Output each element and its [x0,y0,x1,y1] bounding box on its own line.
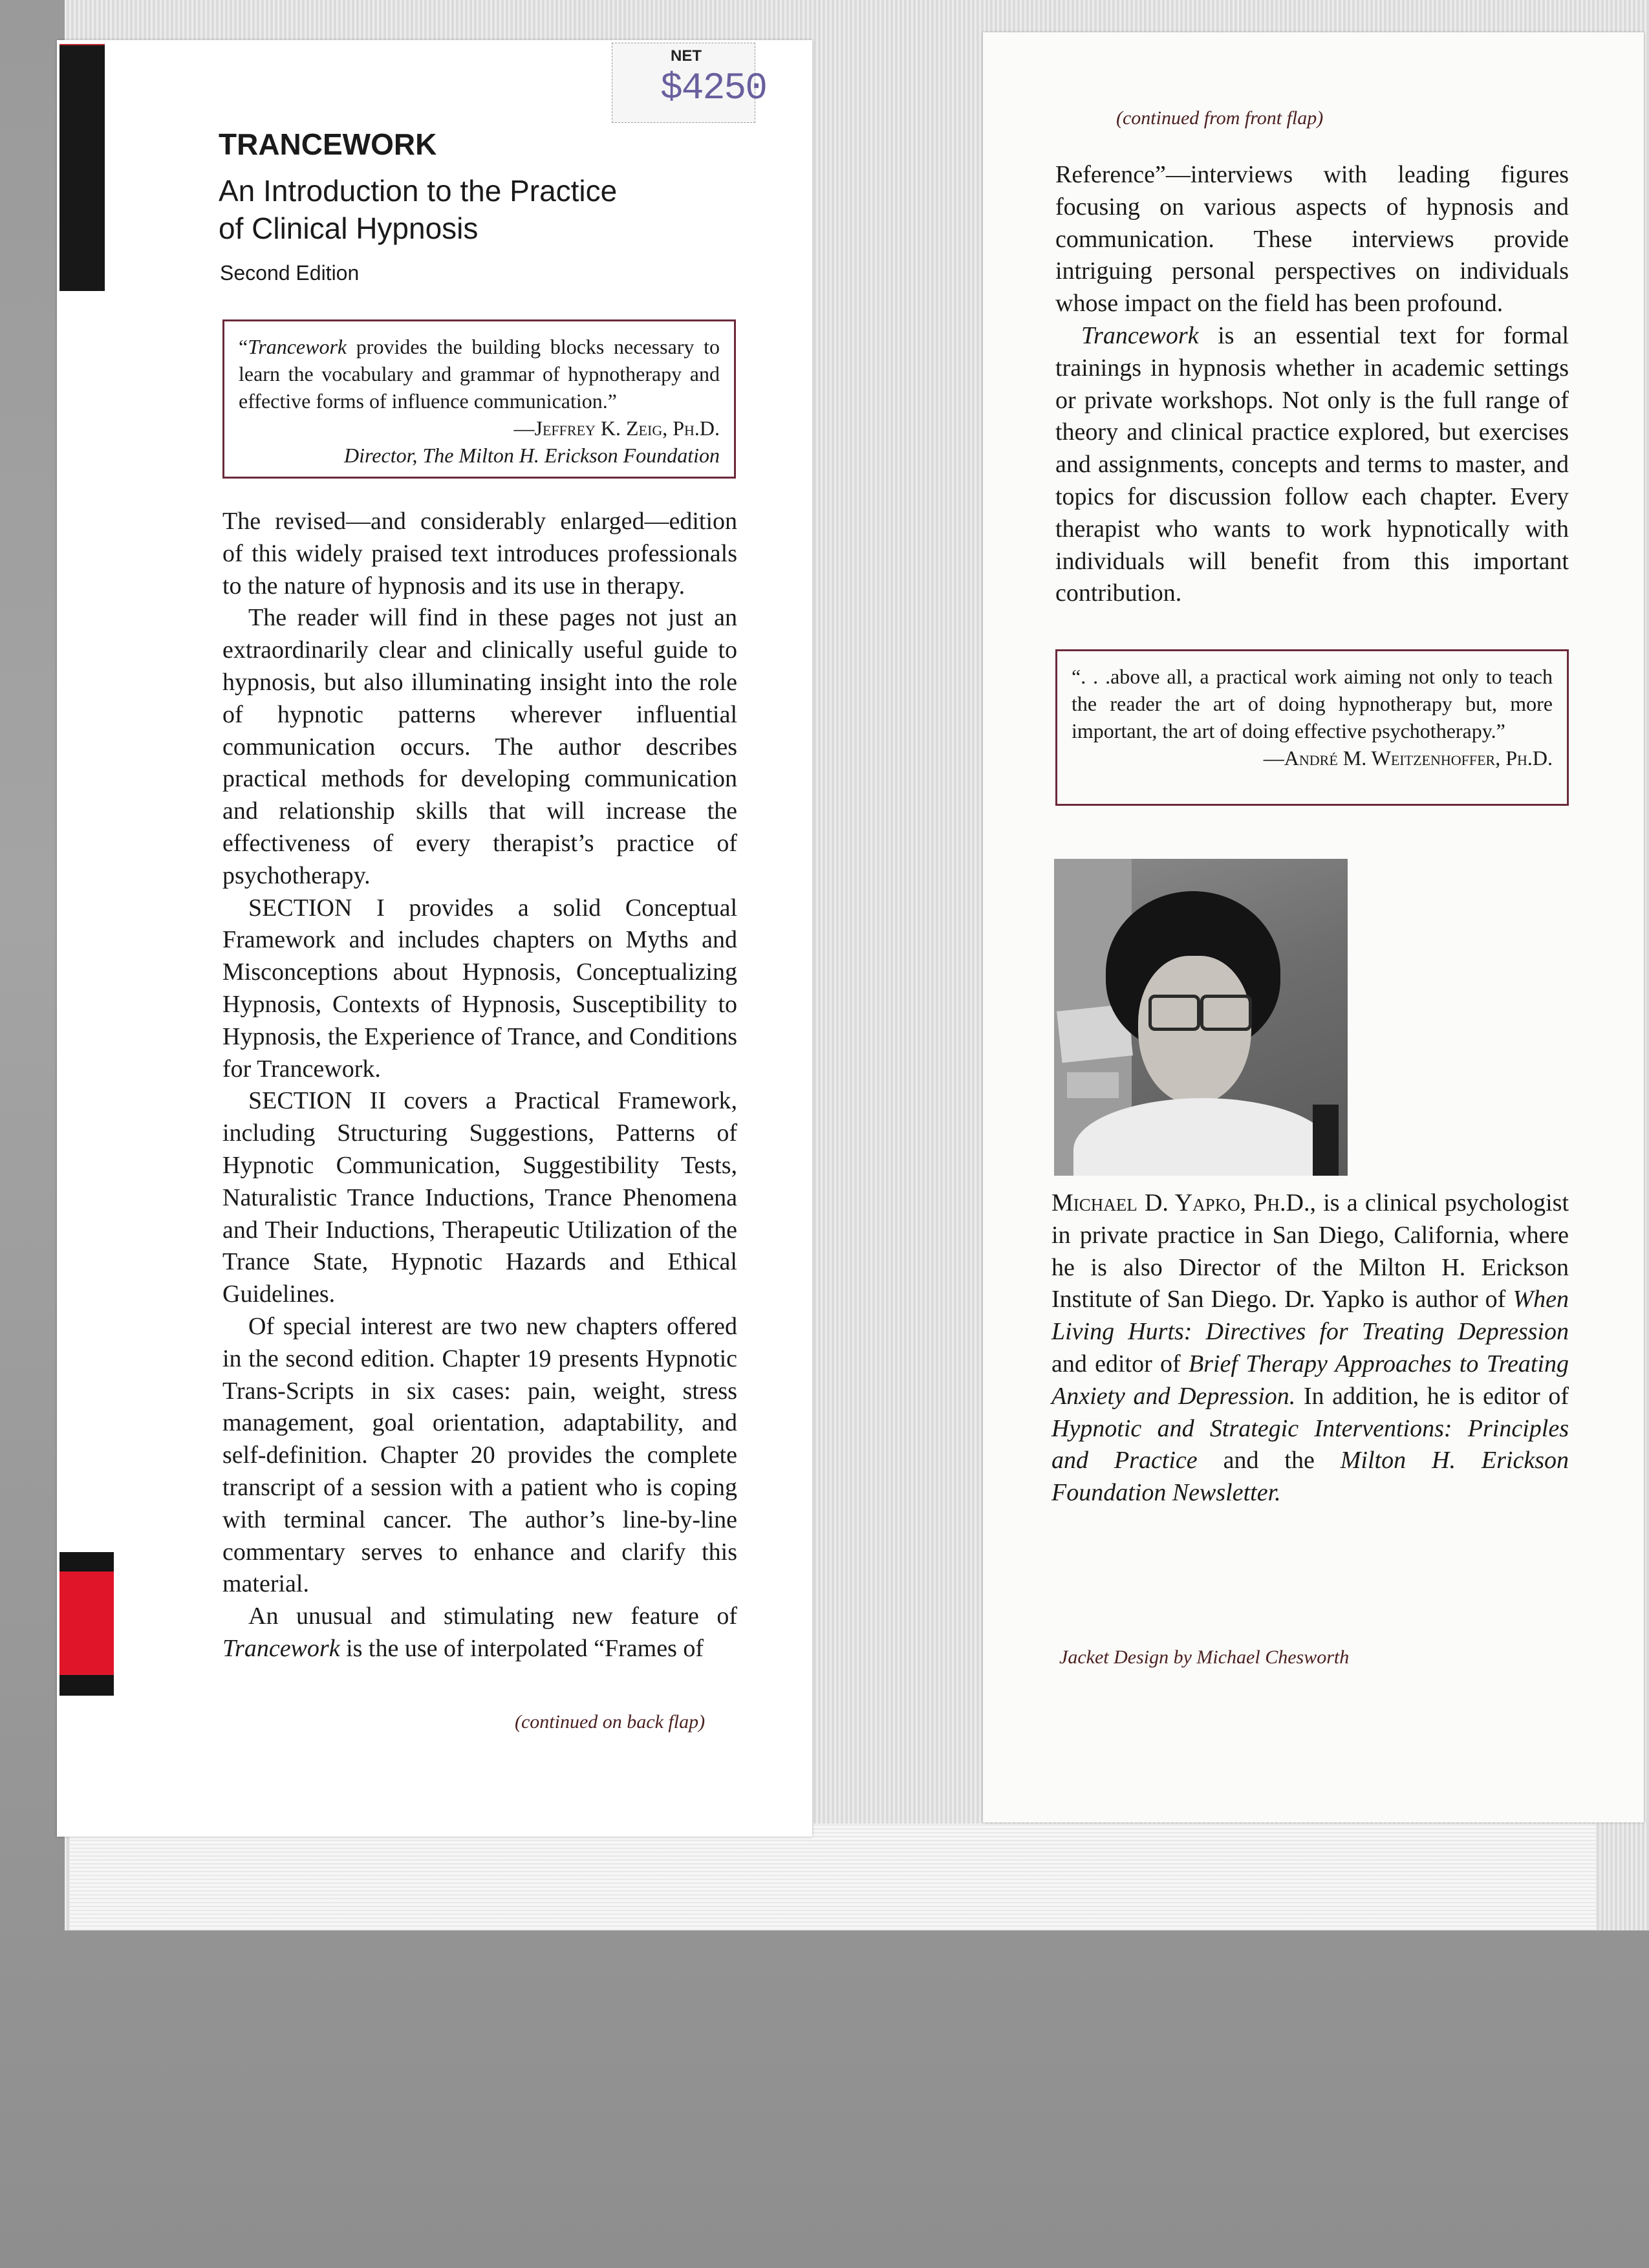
front-paragraph: SECTION I provides a solid Conceptual Framework and includes chapters on Myths and Misconceptions about Hypnosis, Conceptualizing Hypnosis, Contexts of Hypnosis, Susceptibility to Hypnosis, the Experience of Trance, and Conditions for Trancework. [222,894,737,1083]
author-name: Michael D. Yapko, Ph.D. [1051,1189,1310,1216]
back-quote-box [1055,649,1569,806]
edition-label: Second Edition [220,261,360,285]
front-quote-role: Director, The Milton H. Erickson Foundation [344,444,720,467]
subtitle-line-2: of Clinical Hypnosis [219,211,479,245]
book-title: TRANCEWORK [219,127,437,161]
front-quote-text: “Trancework provides the building blocks necessary to learn the vocabulary and grammar of hypnotherapy and effective forms of influence communication.” [239,335,720,413]
back-paragraph: Trancework is an essential text for formal trainings in hypnosis whether in academic settings or private workshops. Not only is the full range of theory and clinical practice explored, but exercises and assignments, concepts and terms to master, and topics for discussion follow each chapter. Every therapist who wants to work hypnotically with individuals will benefit from this important contribution. [1055,321,1569,607]
price-value: $4250 [660,68,767,110]
front-quote-book: Trancework [248,335,347,358]
back-paragraph: Reference”—interviews with leading figures focusing on various aspects of hypnosis and communication. These interviews provide intriguing personal perspectives on individuals whose impact on the field has been profound. [1055,161,1569,318]
back-quote-author: —André M. Weitzenhoffer, Ph.D. [1263,746,1553,770]
front-paragraph-last: An unusual and stimulating new feature of Trancework is the use of interpolated “Frames of [222,1603,737,1662]
jacket-fold-strip [70,1824,1596,1930]
price-label: NET [671,47,702,65]
front-paragraph: SECTION II covers a Practical Framework, including Structuring Suggestions, Patterns of Hypnotic Communication, Suggestibility Tests, Naturalistic Trance Inductions, Trance Phenomena and Their Inductions, Therapeutic Utilization of the Trance State, Hypnotic Hazards and Ethical Guidelines. [222,1087,737,1308]
continued-on-back-note: (continued on back flap) [515,1711,706,1733]
price-sticker [612,43,767,123]
author-photo [1054,859,1348,1176]
author-bio: Michael D. Yapko, Ph.D., is a clinical psychologist in private practice in San Diego, California, where he is also Director of the Milton H. Erickson Institute of San Diego. Dr. Yapko is author of When Living Hurts: Directives for Treating Depression and editor of Brief Therapy Approaches to Treating Anxiety and Depression. In addition, he is editor of Hypnotic and Strategic Interventions: Principles and Practice and the Milton H. Erickson Foundation Newsletter. [1051,1189,1569,1507]
front-quote-box [222,319,736,479]
spine-black-band [59,45,105,291]
spine-red-band [59,1571,114,1675]
front-flap-body [222,506,737,1665]
back-flap-body [1055,159,1569,610]
book-subtitle [219,172,736,247]
jacket-design-credit: Jacket Design by Michael Chesworth [1059,1647,1350,1668]
front-quote-author: —Jeffrey K. Zeig, Ph.D. [513,416,720,440]
front-paragraph: Of special interest are two new chapters offered in the second edition. Chapter 19 presents Hypnotic Trans-Scripts in six cases: pain, weight, stress management, goal orientation, adaptability, and self-definition. Chapter 20 provides the complete transcript of a session with a patient who is coping with terminal cancer. The author’s line-by-line commentary serves to enhance and clarify this material. [222,1312,737,1598]
subtitle-line-1: An Introduction to the Practice [219,174,618,208]
back-quote-text: “. . .above all, a practical work aiming not only to teach the reader the art of doing hypnotherapy but, more important, the art of doing effective psychotherapy.” [1072,665,1553,742]
continued-from-front-note: (continued from front flap) [1116,107,1324,129]
front-paragraph: The revised—and considerably enlarged—edition of this widely praised text introduces professionals to the nature of hypnosis and its use in therapy. [222,508,737,599]
front-paragraph: The reader will find in these pages not just an extraordinarily clear and clinically useful guide to hypnosis, but also illuminating insight into the role of hypnotic patterns wherever influential communication occurs. The author describes practical methods for developing communication and relationship skills that will increase the effectiveness of every therapist’s practice of psychotherapy. [222,604,737,889]
